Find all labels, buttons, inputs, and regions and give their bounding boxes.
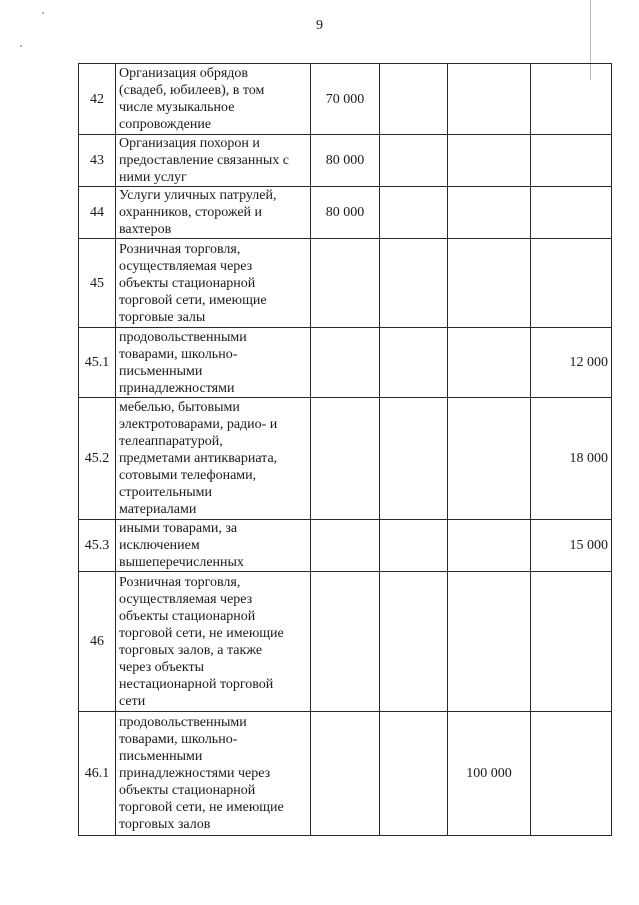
row-description xyxy=(116,572,311,712)
value-cell-3 xyxy=(448,187,531,239)
description-line: вышеперечисленных xyxy=(119,555,244,570)
value-cell-4 xyxy=(531,64,612,135)
value-cell-4: 12 000 xyxy=(531,328,612,398)
description-line: строительными xyxy=(119,485,212,500)
row-description xyxy=(116,398,311,520)
description-line: сопровождение xyxy=(119,117,212,132)
value-cell-2 xyxy=(380,187,448,239)
description-line: (свадеб, юбилеев), в том xyxy=(119,83,265,98)
description-line: мебелью, бытовыми xyxy=(119,400,240,415)
value-cell-3 xyxy=(448,64,531,135)
value-cell-4: 15 000 xyxy=(531,520,612,572)
value-cell-1 xyxy=(311,572,380,712)
value-cell-4 xyxy=(531,239,612,328)
value-cell-3: 100 000 xyxy=(448,712,531,836)
row-description xyxy=(116,239,311,328)
value-cell-1: 70 000 xyxy=(311,64,380,135)
description-line: электротоварами, радио- и xyxy=(119,417,278,432)
row-description xyxy=(116,520,311,572)
description-line: нестационарной торговой xyxy=(119,676,274,692)
row-number: 45.1 xyxy=(79,328,116,398)
value-cell-4 xyxy=(531,572,612,712)
description-line: торговой сети, не имеющие xyxy=(119,800,284,815)
value-cell-1: 80 000 xyxy=(311,187,380,239)
value-cell-3 xyxy=(448,572,531,712)
description-line: предоставление связанных с xyxy=(119,153,289,168)
value-cell-4: 18 000 xyxy=(531,398,612,520)
description-line: числе музыкальное xyxy=(119,100,235,115)
row-description xyxy=(116,187,311,239)
value-cell-2 xyxy=(380,328,448,398)
description-line: иными товарами, за xyxy=(119,521,238,536)
description-line: ними услуг xyxy=(119,170,187,185)
description-line: торговых залов xyxy=(119,817,211,832)
description-line: сотовыми телефонами, xyxy=(119,468,257,483)
description-line: товарами, школьно- xyxy=(119,732,238,747)
row-number: 45 xyxy=(79,239,116,328)
scan-speck xyxy=(20,45,22,47)
table-row xyxy=(79,239,612,328)
table-row xyxy=(79,520,612,572)
value-cell-3 xyxy=(448,328,531,398)
value-cell-1 xyxy=(311,520,380,572)
value-cell-1: 80 000 xyxy=(311,135,380,187)
value-cell-2 xyxy=(380,572,448,712)
table-row xyxy=(79,712,612,836)
description-line: осуществляемая через xyxy=(119,258,253,274)
row-description xyxy=(116,135,311,187)
table-row xyxy=(79,398,612,520)
scan-speck xyxy=(42,12,44,14)
row-description xyxy=(116,328,311,398)
description-line: телеаппаратурой, xyxy=(119,434,223,449)
table-row xyxy=(79,64,612,135)
tariff-table xyxy=(78,63,612,836)
description-line: исключением xyxy=(119,538,200,553)
description-line: Организация обрядов xyxy=(119,66,249,81)
description-line: продовольственными xyxy=(119,715,247,730)
table-body xyxy=(79,64,612,836)
description-line: Розничная торговля, xyxy=(119,574,241,590)
row-description xyxy=(116,64,311,135)
table-row xyxy=(79,135,612,187)
value-cell-4 xyxy=(531,712,612,836)
value-cell-2 xyxy=(380,135,448,187)
value-cell-3 xyxy=(448,239,531,328)
description-line: материалами xyxy=(119,502,197,517)
row-number: 45.2 xyxy=(79,398,116,520)
description-line: предметами антиквариата, xyxy=(119,451,278,466)
value-cell-2 xyxy=(380,398,448,520)
value-cell-3 xyxy=(448,398,531,520)
description-line: осуществляемая через xyxy=(119,591,253,607)
row-number: 42 xyxy=(79,64,116,135)
description-line: вахтеров xyxy=(119,222,172,237)
value-cell-4 xyxy=(531,187,612,239)
description-line: торговых залов, а также xyxy=(119,642,263,658)
value-cell-4 xyxy=(531,135,612,187)
description-line: через объекты xyxy=(119,659,205,675)
description-line: объекты стационарной xyxy=(119,275,256,291)
description-line: объекты стационарной xyxy=(119,783,256,798)
table-row xyxy=(79,187,612,239)
description-line: охранников, сторожей и xyxy=(119,205,263,220)
description-line: Организация похорон и xyxy=(119,136,260,151)
row-number: 46.1 xyxy=(79,712,116,836)
description-line: принадлежностями xyxy=(119,380,235,396)
value-cell-2 xyxy=(380,520,448,572)
row-number: 43 xyxy=(79,135,116,187)
table-row xyxy=(79,328,612,398)
description-line: торговой сети, не имеющие xyxy=(119,625,284,641)
description-line: продовольственными xyxy=(119,329,247,345)
page-number: 9 xyxy=(316,18,323,33)
description-line: письменными xyxy=(119,749,203,764)
description-line: сети xyxy=(119,693,146,709)
value-cell-3 xyxy=(448,135,531,187)
row-number: 46 xyxy=(79,572,116,712)
value-cell-2 xyxy=(380,239,448,328)
description-line: объекты стационарной xyxy=(119,608,256,624)
row-number: 44 xyxy=(79,187,116,239)
description-line: Розничная торговля, xyxy=(119,241,241,257)
value-cell-3 xyxy=(448,520,531,572)
description-line: принадлежностями через xyxy=(119,766,271,781)
description-line: письменными xyxy=(119,363,203,379)
description-line: торговой сети, имеющие xyxy=(119,292,267,308)
value-cell-1 xyxy=(311,398,380,520)
value-cell-1 xyxy=(311,239,380,328)
row-number: 45.3 xyxy=(79,520,116,572)
value-cell-1 xyxy=(311,328,380,398)
table-row xyxy=(79,572,612,712)
description-line: Услуги уличных патрулей, xyxy=(119,188,277,203)
description-line: торговые залы xyxy=(119,309,206,325)
value-cell-2 xyxy=(380,712,448,836)
value-cell-2 xyxy=(380,64,448,135)
description-line: товарами, школьно- xyxy=(119,346,238,362)
value-cell-1 xyxy=(311,712,380,836)
row-description xyxy=(116,712,311,836)
